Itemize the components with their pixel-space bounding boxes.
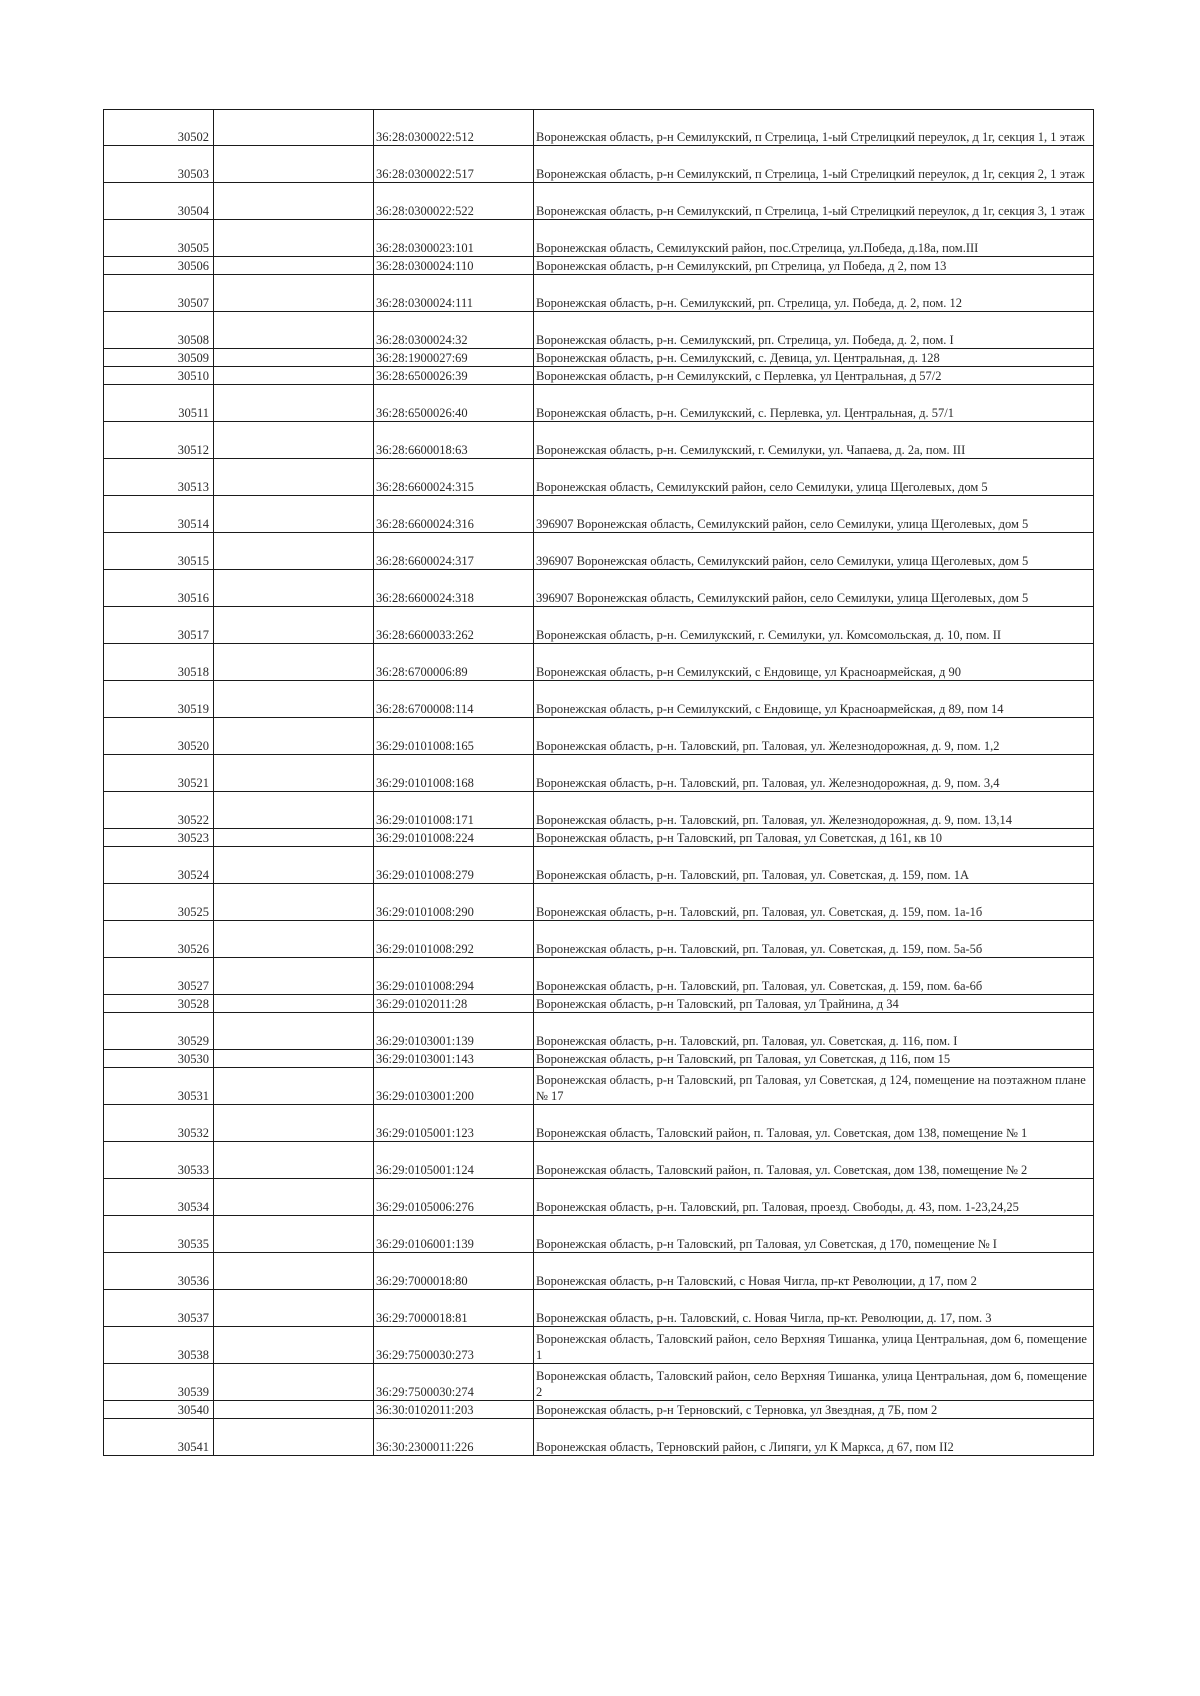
cadastral-number-cell: 36:29:0101008:171: [374, 792, 534, 829]
table-row: [104, 607, 1094, 644]
cadastral-number-cell: 36:28:6500026:39: [374, 367, 534, 385]
empty-cell: [214, 183, 374, 220]
empty-cell: [214, 1142, 374, 1179]
row-number-cell: 30539: [104, 1364, 214, 1401]
row-number-cell: 30536: [104, 1253, 214, 1290]
empty-cell: [214, 1068, 374, 1105]
row-number-cell: 30523: [104, 829, 214, 847]
empty-cell: [214, 422, 374, 459]
empty-cell: [214, 110, 374, 146]
cadastral-number-cell: 36:29:7500030:274: [374, 1364, 534, 1401]
cadastral-number-cell: 36:29:7000018:80: [374, 1253, 534, 1290]
table-row: [104, 1216, 1094, 1253]
cadastral-number-cell: 36:29:0105001:124: [374, 1142, 534, 1179]
address-cell: Воронежская область, р-н. Таловский, рп. Таловая, ул. Советская, д. 159, пом. 6а-6б: [534, 958, 1094, 995]
table-row: [104, 496, 1094, 533]
cadastral-number-cell: 36:29:0101008:224: [374, 829, 534, 847]
row-number-cell: 30528: [104, 995, 214, 1013]
address-cell: Воронежская область, р-н. Семилукский, г. Семилуки, ул. Комсомольская, д. 10, пом. II: [534, 607, 1094, 644]
table-row: [104, 995, 1094, 1013]
address-cell: Воронежская область, р-н. Таловский, рп. Таловая, ул. Железнодорожная, д. 9, пом. 1,2: [534, 718, 1094, 755]
row-number-cell: 30520: [104, 718, 214, 755]
empty-cell: [214, 275, 374, 312]
table-row: [104, 349, 1094, 367]
table-row: [104, 718, 1094, 755]
address-cell: Воронежская область, Семилукский район, пос.Стрелица, ул.Победа, д.18а, пом.III: [534, 220, 1094, 257]
address-cell: 396907 Воронежская область, Семилукский район, село Семилуки, улица Щеголевых, дом 5: [534, 533, 1094, 570]
cadastral-number-cell: 36:28:0300023:101: [374, 220, 534, 257]
row-number-cell: 30505: [104, 220, 214, 257]
cadastral-number-cell: 36:28:6700008:114: [374, 681, 534, 718]
table-row: [104, 367, 1094, 385]
table-row: [104, 533, 1094, 570]
table-row: [104, 958, 1094, 995]
row-number-cell: 30519: [104, 681, 214, 718]
row-number-cell: 30526: [104, 921, 214, 958]
row-number-cell: 30525: [104, 884, 214, 921]
address-cell: Воронежская область, р-н. Таловский, рп. Таловая, ул. Советская, д. 116, пом. I: [534, 1013, 1094, 1050]
cadastral-number-cell: 36:28:0300022:512: [374, 110, 534, 146]
address-cell: Воронежская область, р-н. Таловский, с. Новая Чигла, пр-кт. Революции, д. 17, пом. 3: [534, 1290, 1094, 1327]
empty-cell: [214, 718, 374, 755]
cadastral-number-cell: 36:28:0300022:522: [374, 183, 534, 220]
table-row: [104, 644, 1094, 681]
address-cell: Воронежская область, р-н. Семилукский, с. Перлевка, ул. Центральная, д. 57/1: [534, 385, 1094, 422]
table-row: [104, 847, 1094, 884]
empty-cell: [214, 847, 374, 884]
table-row: [104, 921, 1094, 958]
cadastral-number-cell: 36:28:6500026:40: [374, 385, 534, 422]
empty-cell: [214, 792, 374, 829]
cadastral-number-cell: 36:29:0105001:123: [374, 1105, 534, 1142]
row-number-cell: 30538: [104, 1327, 214, 1364]
cadastral-number-cell: 36:28:6600033:262: [374, 607, 534, 644]
address-cell: 396907 Воронежская область, Семилукский район, село Семилуки, улица Щеголевых, дом 5: [534, 570, 1094, 607]
address-cell: Воронежская область, р-н Семилукский, с Ендовище, ул Красноармейская, д 89, пом 14: [534, 681, 1094, 718]
row-number-cell: 30502: [104, 110, 214, 146]
table-row: [104, 1327, 1094, 1364]
table-row: [104, 110, 1094, 146]
empty-cell: [214, 607, 374, 644]
address-cell: Воронежская область, р-н. Таловский, рп. Таловая, ул. Советская, д. 159, пом. 1А: [534, 847, 1094, 884]
empty-cell: [214, 644, 374, 681]
row-number-cell: 30503: [104, 146, 214, 183]
table-row: [104, 183, 1094, 220]
address-cell: Воронежская область, Терновский район, с Липяги, ул К Маркса, д 67, пом II2: [534, 1419, 1094, 1456]
table-row: [104, 755, 1094, 792]
address-cell: Воронежская область, р-н Таловский, с Новая Чигла, пр-кт Революции, д 17, пом 2: [534, 1253, 1094, 1290]
empty-cell: [214, 220, 374, 257]
empty-cell: [214, 459, 374, 496]
address-cell: Воронежская область, р-н Семилукский, с Ендовище, ул Красноармейская, д 90: [534, 644, 1094, 681]
cadastral-number-cell: 36:30:0102011:203: [374, 1401, 534, 1419]
empty-cell: [214, 829, 374, 847]
row-number-cell: 30514: [104, 496, 214, 533]
table-row: [104, 681, 1094, 718]
table-row: [104, 1142, 1094, 1179]
empty-cell: [214, 921, 374, 958]
row-number-cell: 30506: [104, 257, 214, 275]
empty-cell: [214, 755, 374, 792]
cadastral-number-cell: 36:29:0103001:139: [374, 1013, 534, 1050]
row-number-cell: 30532: [104, 1105, 214, 1142]
row-number-cell: 30504: [104, 183, 214, 220]
row-number-cell: 30533: [104, 1142, 214, 1179]
empty-cell: [214, 1419, 374, 1456]
empty-cell: [214, 1013, 374, 1050]
row-number-cell: 30508: [104, 312, 214, 349]
row-number-cell: 30524: [104, 847, 214, 884]
cadastral-number-cell: 36:29:0101008:279: [374, 847, 534, 884]
row-number-cell: 30512: [104, 422, 214, 459]
empty-cell: [214, 1179, 374, 1216]
table-row: [104, 1105, 1094, 1142]
table-row: [104, 146, 1094, 183]
cadastral-number-cell: 36:28:0300022:517: [374, 146, 534, 183]
table-row: [104, 1179, 1094, 1216]
address-cell: Воронежская область, р-н. Семилукский, г. Семилуки, ул. Чапаева, д. 2а, пом. III: [534, 422, 1094, 459]
row-number-cell: 30516: [104, 570, 214, 607]
table-row: [104, 1401, 1094, 1419]
empty-cell: [214, 1050, 374, 1068]
table-row: [104, 1050, 1094, 1068]
cadastral-number-cell: 36:29:0106001:139: [374, 1216, 534, 1253]
table-row: [104, 1253, 1094, 1290]
address-cell: Воронежская область, р-н Таловский, рп Таловая, ул Советская, д 124, помещение на поэтажном плане № 17: [534, 1068, 1094, 1105]
cadastral-number-cell: 36:28:6600024:318: [374, 570, 534, 607]
address-cell: Воронежская область, Таловский район, село Верхняя Тишанка, улица Центральная, дом 6, помещение 2: [534, 1364, 1094, 1401]
table-row: [104, 312, 1094, 349]
address-cell: Воронежская область, р-н Семилукский, п Стрелица, 1-ый Стрелицкий переулок, д 1г, секция 1, 1 этаж: [534, 110, 1094, 146]
cadastral-number-cell: 36:28:0300024:111: [374, 275, 534, 312]
cadastral-number-cell: 36:28:6600024:317: [374, 533, 534, 570]
cadastral-number-cell: 36:29:7500030:273: [374, 1327, 534, 1364]
cadastral-number-cell: 36:29:0101008:168: [374, 755, 534, 792]
cadastral-number-cell: 36:30:2300011:226: [374, 1419, 534, 1456]
cadastral-number-cell: 36:29:0103001:200: [374, 1068, 534, 1105]
table-row: [104, 1419, 1094, 1456]
address-cell: Воронежская область, р-н. Семилукский, рп. Стрелица, ул. Победа, д. 2, пом. 12: [534, 275, 1094, 312]
table-row: [104, 422, 1094, 459]
table-row: [104, 275, 1094, 312]
address-cell: Воронежская область, р-н Терновский, с Терновка, ул Звездная, д 7Б, пом 2: [534, 1401, 1094, 1419]
empty-cell: [214, 1253, 374, 1290]
table-row: [104, 385, 1094, 422]
address-cell: Воронежская область, Семилукский район, село Семилуки, улица Щеголевых, дом 5: [534, 459, 1094, 496]
cadastral-number-cell: 36:29:0101008:292: [374, 921, 534, 958]
address-cell: 396907 Воронежская область, Семилукский район, село Семилуки, улица Щеголевых, дом 5: [534, 496, 1094, 533]
address-cell: Воронежская область, р-н. Семилукский, с. Девица, ул. Центральная, д. 128: [534, 349, 1094, 367]
row-number-cell: 30527: [104, 958, 214, 995]
row-number-cell: 30522: [104, 792, 214, 829]
row-number-cell: 30511: [104, 385, 214, 422]
cadastral-number-cell: 36:29:0105006:276: [374, 1179, 534, 1216]
cadastral-number-cell: 36:29:0101008:294: [374, 958, 534, 995]
empty-cell: [214, 570, 374, 607]
row-number-cell: 30530: [104, 1050, 214, 1068]
cadastral-number-cell: 36:28:6600024:315: [374, 459, 534, 496]
cadastral-number-cell: 36:28:0300024:32: [374, 312, 534, 349]
table-row: [104, 220, 1094, 257]
empty-cell: [214, 1290, 374, 1327]
table-row: [104, 792, 1094, 829]
address-cell: Воронежская область, р-н. Таловский, рп. Таловая, ул. Советская, д. 159, пом. 1а-1б: [534, 884, 1094, 921]
address-cell: Воронежская область, Таловский район, п. Таловая, ул. Советская, дом 138, помещение № 1: [534, 1105, 1094, 1142]
empty-cell: [214, 146, 374, 183]
empty-cell: [214, 496, 374, 533]
table-row: [104, 1364, 1094, 1401]
table-row: [104, 1290, 1094, 1327]
cadastral-number-cell: 36:28:6600018:63: [374, 422, 534, 459]
address-cell: Воронежская область, р-н. Таловский, рп. Таловая, ул. Железнодорожная, д. 9, пом. 13,14: [534, 792, 1094, 829]
table-row: [104, 829, 1094, 847]
address-cell: Воронежская область, р-н Таловский, рп Таловая, ул Советская, д 161, кв 10: [534, 829, 1094, 847]
row-number-cell: 30529: [104, 1013, 214, 1050]
cadastral-number-cell: 36:29:0101008:165: [374, 718, 534, 755]
row-number-cell: 30540: [104, 1401, 214, 1419]
empty-cell: [214, 958, 374, 995]
address-cell: Воронежская область, р-н. Таловский, рп. Таловая, проезд. Свободы, д. 43, пом. 1-23,24,25: [534, 1179, 1094, 1216]
empty-cell: [214, 1364, 374, 1401]
table-row: [104, 570, 1094, 607]
row-number-cell: 30521: [104, 755, 214, 792]
address-cell: Воронежская область, Таловский район, село Верхняя Тишанка, улица Центральная, дом 6, помещение 1: [534, 1327, 1094, 1364]
empty-cell: [214, 312, 374, 349]
empty-cell: [214, 533, 374, 570]
registry-table: [103, 109, 1094, 1456]
empty-cell: [214, 681, 374, 718]
address-cell: Воронежская область, р-н Таловский, рп Таловая, ул Советская, д 170, помещение № I: [534, 1216, 1094, 1253]
table-row: [104, 257, 1094, 275]
empty-cell: [214, 1105, 374, 1142]
cadastral-number-cell: 36:29:0101008:290: [374, 884, 534, 921]
empty-cell: [214, 257, 374, 275]
cadastral-number-cell: 36:28:0300024:110: [374, 257, 534, 275]
address-cell: Воронежская область, р-н. Таловский, рп. Таловая, ул. Железнодорожная, д. 9, пом. 3,4: [534, 755, 1094, 792]
row-number-cell: 30534: [104, 1179, 214, 1216]
row-number-cell: 30509: [104, 349, 214, 367]
empty-cell: [214, 995, 374, 1013]
address-cell: Воронежская область, р-н Семилукский, рп Стрелица, ул Победа, д 2, пом 13: [534, 257, 1094, 275]
registry-table-body: [104, 110, 1094, 1456]
row-number-cell: 30507: [104, 275, 214, 312]
empty-cell: [214, 349, 374, 367]
address-cell: Воронежская область, Таловский район, п. Таловая, ул. Советская, дом 138, помещение № 2: [534, 1142, 1094, 1179]
cadastral-number-cell: 36:28:1900027:69: [374, 349, 534, 367]
address-cell: Воронежская область, р-н Таловский, рп Таловая, ул Трайнина, д 34: [534, 995, 1094, 1013]
address-cell: Воронежская область, р-н. Таловский, рп. Таловая, ул. Советская, д. 159, пом. 5а-5б: [534, 921, 1094, 958]
table-row: [104, 1013, 1094, 1050]
row-number-cell: 30537: [104, 1290, 214, 1327]
cadastral-number-cell: 36:29:0103001:143: [374, 1050, 534, 1068]
row-number-cell: 30515: [104, 533, 214, 570]
cadastral-number-cell: 36:28:6700006:89: [374, 644, 534, 681]
address-cell: Воронежская область, р-н Таловский, рп Таловая, ул Советская, д 116, пом 15: [534, 1050, 1094, 1068]
empty-cell: [214, 367, 374, 385]
address-cell: Воронежская область, р-н Семилукский, п Стрелица, 1-ый Стрелицкий переулок, д 1г, секция 3, 1 этаж: [534, 183, 1094, 220]
cadastral-number-cell: 36:28:6600024:316: [374, 496, 534, 533]
row-number-cell: 30510: [104, 367, 214, 385]
empty-cell: [214, 385, 374, 422]
table-row: [104, 459, 1094, 496]
address-cell: Воронежская область, р-н. Семилукский, рп. Стрелица, ул. Победа, д. 2, пом. I: [534, 312, 1094, 349]
empty-cell: [214, 884, 374, 921]
row-number-cell: 30531: [104, 1068, 214, 1105]
empty-cell: [214, 1401, 374, 1419]
row-number-cell: 30517: [104, 607, 214, 644]
empty-cell: [214, 1327, 374, 1364]
address-cell: Воронежская область, р-н Семилукский, п Стрелица, 1-ый Стрелицкий переулок, д 1г, секция 2, 1 этаж: [534, 146, 1094, 183]
empty-cell: [214, 1216, 374, 1253]
row-number-cell: 30513: [104, 459, 214, 496]
cadastral-number-cell: 36:29:7000018:81: [374, 1290, 534, 1327]
cadastral-number-cell: 36:29:0102011:28: [374, 995, 534, 1013]
row-number-cell: 30541: [104, 1419, 214, 1456]
table-row: [104, 1068, 1094, 1105]
row-number-cell: 30535: [104, 1216, 214, 1253]
address-cell: Воронежская область, р-н Семилукский, с Перлевка, ул Центральная, д 57/2: [534, 367, 1094, 385]
row-number-cell: 30518: [104, 644, 214, 681]
table-row: [104, 884, 1094, 921]
